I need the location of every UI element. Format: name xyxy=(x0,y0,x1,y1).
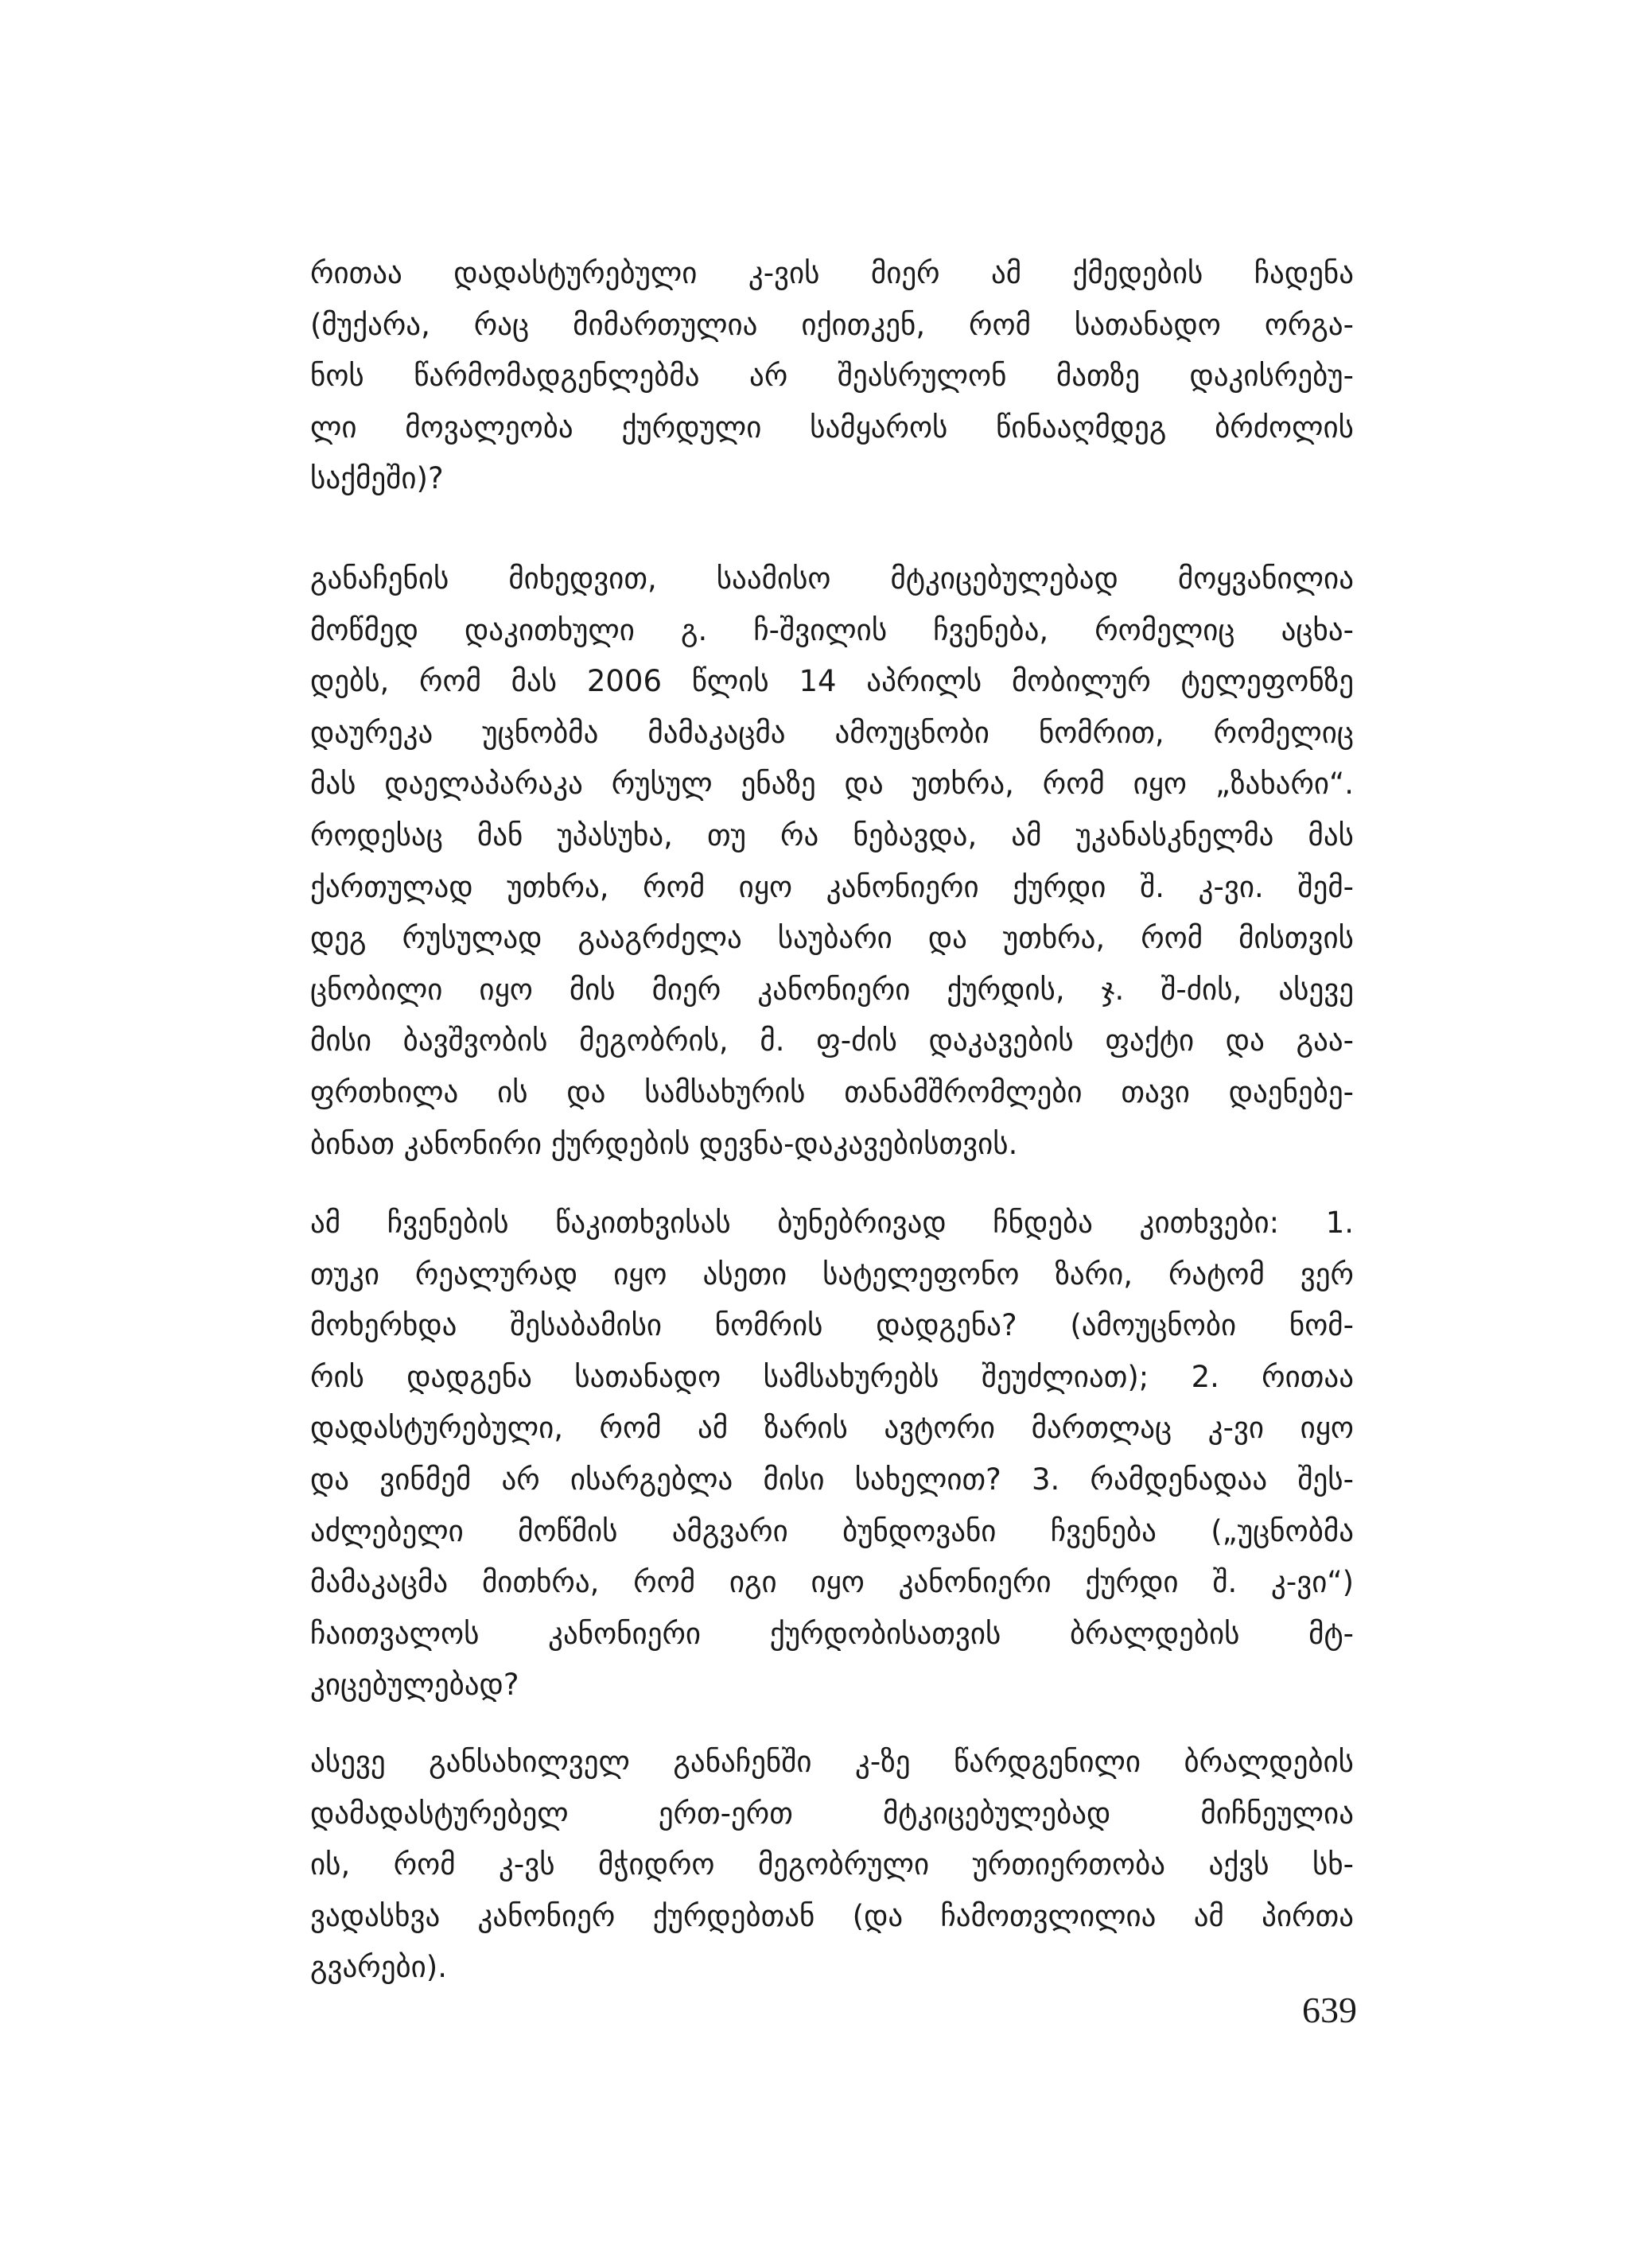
text-line: ასევე განსახილველ განაჩენში კ-ზე წარდგენილი ბრალდების xyxy=(310,1745,1354,1779)
text-line: ჩაითვალოს კანონიერი ქურდობისათვის ბრალდების მტ- xyxy=(310,1616,1354,1651)
paragraph-1 xyxy=(310,248,1354,505)
text-line: ვადასხვა კანონიერ ქურდებთან (და ჩამოთვლილია ამ პირთა xyxy=(310,1898,1354,1933)
text-line: მისი ბავშვობის მეგობრის, მ. ფ-ძის დაკავების ფაქტი და გაა- xyxy=(310,1023,1354,1058)
text-line: მოხერხდა შესაბამისი ნომრის დადგენა? (ამოუცნობი ნომ- xyxy=(310,1308,1354,1343)
text-line: საქმეში)? xyxy=(310,461,444,496)
text-line: რის დადგენა სათანადო სამსახურებს შეუძლიათ); 2. რითაა xyxy=(310,1359,1354,1394)
text-line: აძლებელი მოწმის ამგვარი ბუნდოვანი ჩვენება („უცნობმა xyxy=(310,1513,1354,1548)
text-line: ნოს წარმომადგენლებმა არ შეასრულონ მათზე დაკისრებუ- xyxy=(310,359,1354,394)
paragraph-4 xyxy=(310,1737,1354,1994)
text-line: რითაა დადასტურებული კ-ვის მიერ ამ ქმედების ჩადენა xyxy=(310,256,1354,290)
paragraph-3 xyxy=(310,1198,1354,1711)
text-line: განაჩენის მიხედვით, საამისო მტკიცებულებად მოყვანილია xyxy=(310,561,1354,596)
text-line: დამადასტურებელ ერთ-ერთ მტკიცებულებად მიჩნეულია xyxy=(310,1796,1354,1831)
text-line: ის, რომ კ-ვს მჭიდრო მეგობრული ურთიერთობა აქვს სხ- xyxy=(310,1847,1354,1882)
text-line: და ვინმემ არ ისარგებლა მისი სახელით? 3. რამდენადაა შეს- xyxy=(310,1462,1354,1497)
page-number: 639 xyxy=(1302,1990,1357,2030)
text-line: ამ ჩვენების წაკითხვისას ბუნებრივად ჩნდება კითხვები: 1. xyxy=(310,1206,1354,1240)
text-line: კიცებულებად? xyxy=(310,1668,519,1703)
text-line: ბინათ კანონირი ქურდების დევნა-დაკავებისთვის. xyxy=(310,1126,1018,1161)
text-line: ქართულად უთხრა, რომ იყო კანონიერი ქურდი შ. კ-ვი. შემ- xyxy=(310,869,1354,904)
text-line: ფრთხილა ის და სამსახურის თანამშრომლები თავი დაენებე- xyxy=(310,1074,1354,1109)
text-line: მოწმედ დაკითხული გ. ჩ-შვილის ჩვენება, რომელიც აცხა- xyxy=(310,612,1354,647)
text-line: ლი მოვალეობა ქურდული სამყაროს წინააღმდეგ ბრძოლის xyxy=(310,410,1354,445)
text-line: თუკი რეალურად იყო ასეთი სატელეფონო ზარი, რატომ ვერ xyxy=(310,1256,1354,1291)
text-line: დადასტურებული, რომ ამ ზარის ავტორი მართლაც კ-ვი იყო xyxy=(310,1411,1354,1446)
text-line: გვარები). xyxy=(310,1950,447,1985)
text-line: დეგ რუსულად გააგრძელა საუბარი და უთხრა, რომ მისთვის xyxy=(310,921,1354,956)
text-line: (მუქარა, რაც მიმართულია იქითკენ, რომ სათანადო ორგა- xyxy=(310,307,1354,342)
text-line: ცნობილი იყო მის მიერ კანონიერი ქურდის, ჯ. შ-ძის, ასევე xyxy=(310,972,1354,1007)
paragraph-2 xyxy=(310,553,1354,1170)
text-line: დაურეკა უცნობმა მამაკაცმა ამოუცნობი ნომრით, რომელიც xyxy=(310,715,1354,750)
text-line: როდესაც მან უპასუხა, თუ რა ნებავდა, ამ უკანასკნელმა მას xyxy=(310,817,1354,852)
text-line: მას დაელაპარაკა რუსულ ენაზე და უთხრა, რომ იყო „ზახარი“. xyxy=(310,767,1354,802)
text-line: დებს, რომ მას 2006 წლის 14 აპრილს მობილურ ტელეფონზე xyxy=(310,664,1354,699)
text-line: მამაკაცმა მითხრა, რომ იგი იყო კანონიერი ქურდი შ. კ-ვი“) xyxy=(310,1565,1354,1600)
